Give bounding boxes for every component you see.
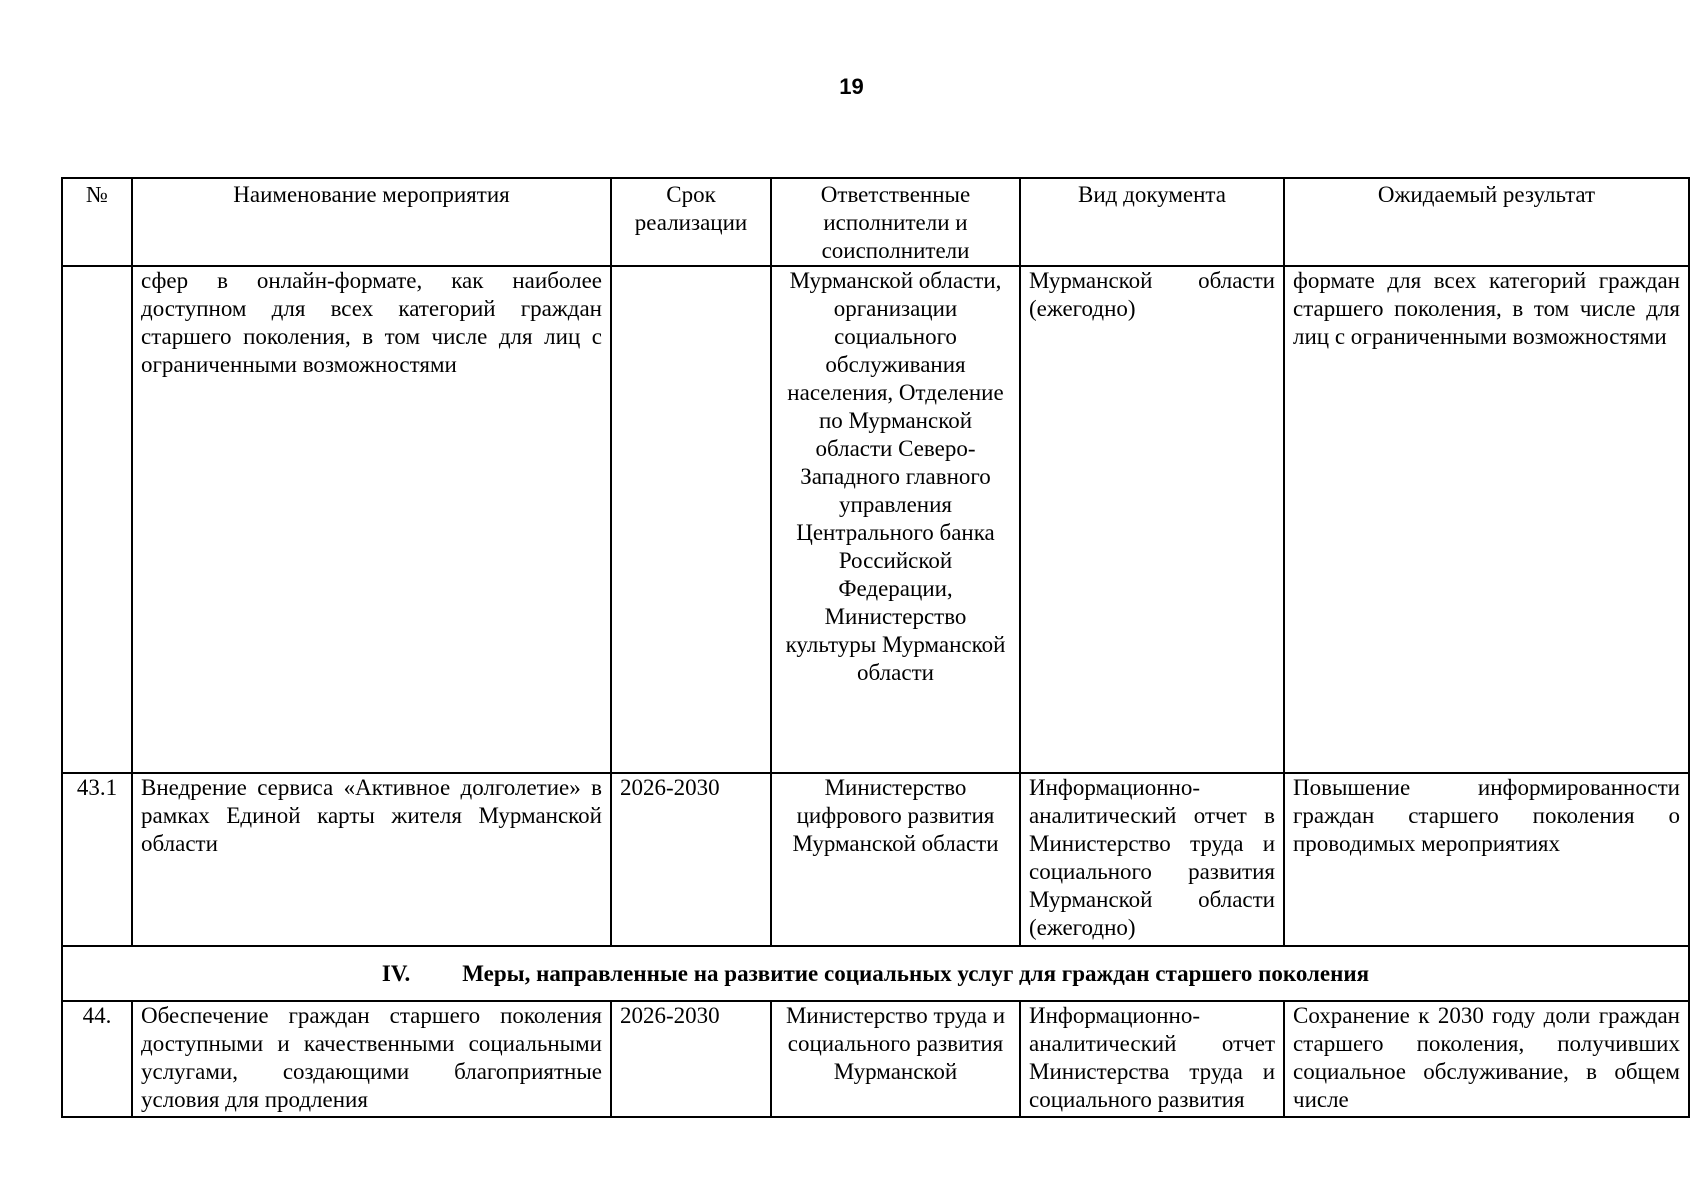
- header-name: Наименование мероприятия: [132, 178, 611, 266]
- row-result: Повышение информированности граждан старшего поколения о проводимых мероприятиях: [1284, 773, 1689, 946]
- row-doc-type: Мурманской области (ежегодно): [1020, 266, 1284, 773]
- row-name: сфер в онлайн-формате, как наиболее доступном для всех категорий граждан старшего поколения, в том числе для лиц с ограниченными возможностями: [132, 266, 611, 773]
- table-header-row: [62, 178, 1689, 266]
- row-num: 44.: [62, 1001, 132, 1117]
- row-name: Внедрение сервиса «Активное долголетие» в рамках Единой карты жителя Мурманской области: [132, 773, 611, 946]
- header-num: №: [62, 178, 132, 266]
- header-result: Ожидаемый результат: [1284, 178, 1689, 266]
- row-result: формате для всех категорий граждан старшего поколения, в том числе для лиц с ограниченными возможностями: [1284, 266, 1689, 773]
- section-title: Меры, направленные на развитие социальных услуг для граждан старшего поколения: [462, 960, 1370, 986]
- row-name: Обеспечение граждан старшего поколения доступными и качественными социальными услугами, создающими благоприятные условия для продления: [132, 1001, 611, 1117]
- header-term: Срок реализации: [611, 178, 771, 266]
- table-row: [62, 266, 1689, 773]
- row-executors: Мурманской области, организации социального обслуживания населения, Отделение по Мурманской области Северо-Западного главного управления Центрального банка Российской Федерации, Министерство культуры Мурманской области: [771, 266, 1020, 773]
- row-executors: Министерство цифрового развития Мурманской области: [771, 773, 1020, 946]
- row-executors: Министерство труда и социального развития Мурманской: [771, 1001, 1020, 1117]
- page-number: 19: [839, 74, 864, 99]
- row-result: Сохранение к 2030 году доли граждан старшего поколения, получивших социальное обслуживание, в общем числе: [1284, 1001, 1689, 1117]
- row-term: 2026-2030: [611, 1001, 771, 1117]
- table-row: [62, 1001, 1689, 1117]
- row-doc-type: Информационно-аналитический отчет Министерства труда и социального развития: [1020, 1001, 1284, 1117]
- section-heading-row: [62, 946, 1689, 1001]
- header-executors: Ответственные исполнители и соисполнители: [771, 178, 1020, 266]
- section-heading: [62, 946, 1689, 1001]
- section-number: IV.: [381, 960, 411, 986]
- row-num: [62, 266, 132, 773]
- events-table: [61, 177, 1690, 1118]
- row-doc-type: Информационно-аналитический отчет в Министерство труда и социального развития Мурманской области (ежегодно): [1020, 773, 1284, 946]
- table-row: [62, 773, 1689, 946]
- header-doc-type: Вид документа: [1020, 178, 1284, 266]
- row-term: 2026-2030: [611, 773, 771, 946]
- row-num: 43.1: [62, 773, 132, 946]
- row-term: [611, 266, 771, 773]
